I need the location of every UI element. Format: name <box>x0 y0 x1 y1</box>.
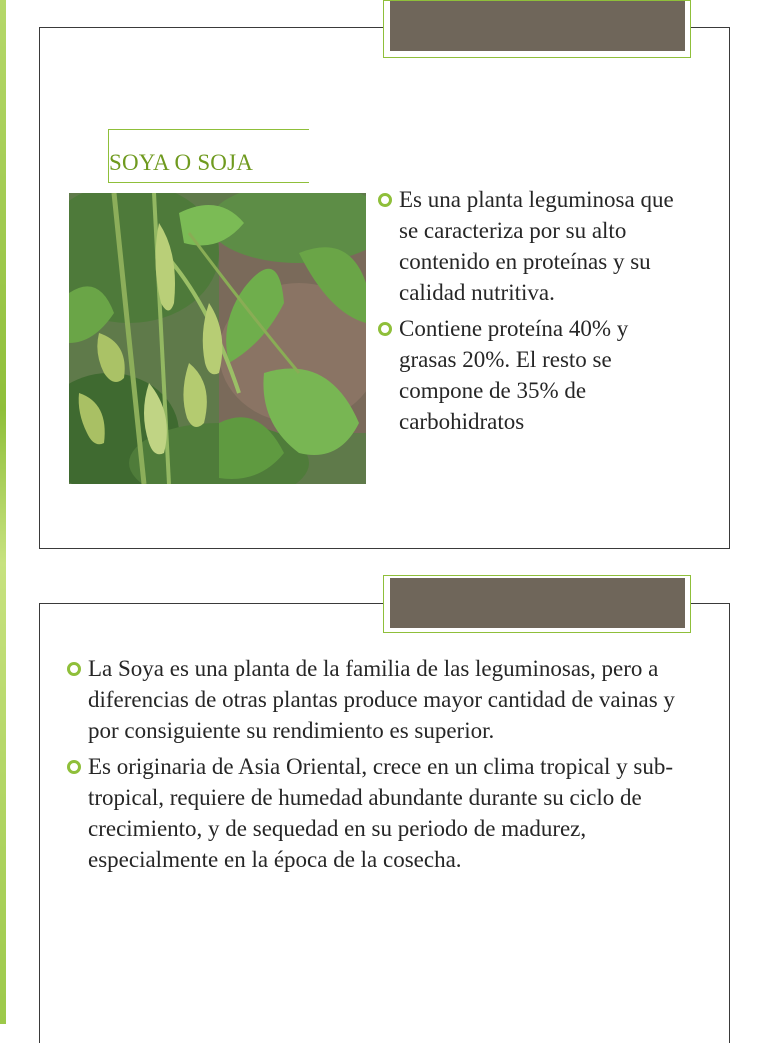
bullet-ring-icon <box>67 662 81 676</box>
soybean-plant-photo <box>69 193 366 484</box>
slide-2-bullet-list <box>67 653 687 880</box>
slide-2-header-tab <box>383 575 691 633</box>
bullet-text: La Soya es una planta de la familia de las leguminosas, pero a diferencias de otras plantas produce mayor cantidad de vainas y por consiguiente su rendimiento es superior. <box>88 656 675 743</box>
bullet-ring-icon <box>378 193 392 207</box>
list-item <box>67 653 687 746</box>
slide-1-header-tab <box>383 0 691 58</box>
slide-1-bullet-list <box>378 184 683 442</box>
list-item <box>378 313 683 437</box>
bullet-text: Es originaria de Asia Oriental, crece en un clima tropical y sub-tropical, requiere de humedad abundante durante su ciclo de crecimiento, y de sequedad en su periodo de madurez, especialmente en la época de la cosecha. <box>88 754 674 872</box>
slide-1-title: SOYA O SOJA <box>109 150 254 175</box>
slide-1-header-bar <box>390 1 685 51</box>
list-item <box>67 751 687 875</box>
left-accent-strip <box>0 0 6 1024</box>
slide-1-title-box <box>108 129 309 183</box>
bullet-ring-icon <box>67 760 81 774</box>
bullet-text: Es una planta leguminosa que se caracteriza por su alto contenido en proteínas y su calidad nutritiva. <box>399 187 674 305</box>
slide-2-header-bar <box>390 578 685 628</box>
list-item <box>378 184 683 308</box>
bullet-text: Contiene proteína 40% y grasas 20%. El resto se compone de 35% de carbohidratos <box>399 316 629 434</box>
bullet-ring-icon <box>378 322 392 336</box>
soybean-plant-illustration <box>69 193 366 484</box>
